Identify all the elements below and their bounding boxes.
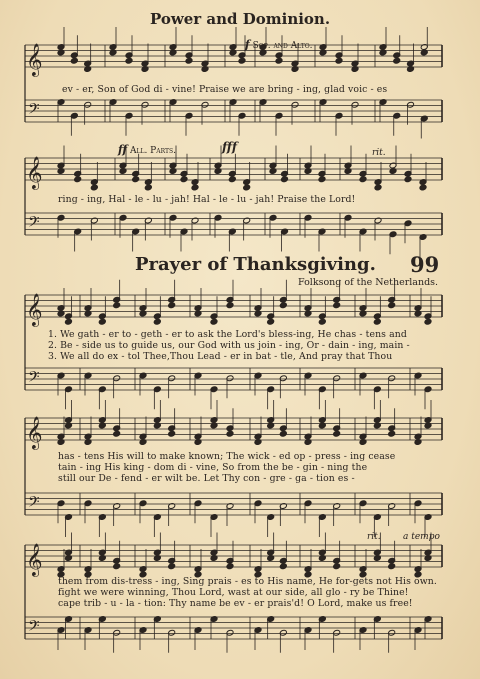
note-head [201,66,209,73]
note-head [318,176,326,183]
note-head [168,302,176,309]
treble-clef-icon: 𝄞 [26,543,43,576]
all-parts-label: All. Parts. [129,146,176,156]
lyric-line-power-1: ev - er, Son of God di - vine! Praise we are bring - ing, glad voic - es [62,84,388,95]
bass-clef-icon: 𝄢 [28,368,40,390]
note-head [90,184,98,191]
note-head [275,57,283,64]
note-head [333,430,341,437]
note-head [98,422,106,429]
note-head [359,176,367,183]
note-head [153,422,161,429]
note-head [335,57,343,64]
note-head [153,318,161,325]
note-head [419,184,427,191]
note-head [65,555,73,562]
note-head [180,176,188,183]
note-head [359,439,367,446]
note-head [185,57,193,64]
verse-line-3-3: cape trib - u - la - tion: Thy name be ev - er prais'd! O Lord, make us free! [58,598,413,609]
note-head [279,302,287,309]
rit-mark-bottom: rit. [367,532,381,542]
note-head [304,439,312,446]
note-head [98,555,106,562]
note-head [125,57,133,64]
verse-line-3-2: fight we were winning, Thou Lord, wast at our side, all glo - ry be Thine! [58,587,409,598]
note-head [374,184,382,191]
note-head [84,439,92,446]
note-head [57,310,65,317]
note-head [132,176,140,183]
note-head [169,49,177,56]
note-head [254,310,262,317]
bass-clef-icon: 𝄢 [28,617,40,639]
dynamic-all-parts [118,143,176,156]
verse-line-2-2: tain - ing His king - dom di - vine, So from the be - gin - ning the [58,462,368,473]
note-head [98,318,106,325]
note-head [84,66,92,73]
note-head [279,430,287,437]
treble-clef-icon: 𝄞 [26,416,43,449]
note-head [243,184,251,191]
note-head [424,422,432,429]
note-head [420,49,428,56]
note-head [279,563,287,570]
verse-line-2-1: has - tens His will to make known; The wick - ed op - press - ing cease [58,451,396,462]
bass-clef-icon: 𝄢 [28,100,40,122]
note-head [226,430,234,437]
note-head [304,310,312,317]
bass-clef-icon: 𝄢 [28,213,40,235]
note-head [194,439,202,446]
note-head [168,563,176,570]
note-head [388,302,396,309]
hymn-number: 99 [410,252,440,277]
note-head [113,302,121,309]
note-head [318,555,326,562]
note-head [393,57,401,64]
note-head [226,563,234,570]
note-head [57,168,65,175]
verse-line-1-3: 3. We all do ex - tol Thee,Thou Lead - er in bat - tle, And pray that Thou [48,351,393,362]
verse-line-1-1: 1. We gath - er to - geth - er to ask the Lord's bless-ing, He chas - tens and [48,329,407,340]
note-head [228,176,236,183]
note-head [214,168,222,175]
sop-alto-label: Sop. and Alto. [252,41,313,51]
note-head [119,168,127,175]
note-head [351,66,359,73]
note-head [373,318,381,325]
note-head [65,422,73,429]
note-head [57,439,65,446]
note-head [373,555,381,562]
note-head [389,168,397,175]
note-head [407,66,415,73]
treble-clef-icon: 𝄞 [26,43,43,76]
note-head [424,318,432,325]
note-head [139,439,147,446]
note-head [141,66,149,73]
note-head [267,422,275,429]
note-head [333,563,341,570]
note-head [344,168,352,175]
note-head [388,430,396,437]
note-head [373,422,381,429]
bass-clef-icon: 𝄢 [28,493,40,515]
note-head [70,57,78,64]
note-head [139,310,147,317]
note-head [84,310,92,317]
note-head [318,422,326,429]
note-head [424,555,432,562]
dynamic-f-mark: f [245,38,250,51]
note-head [169,168,177,175]
verse-line-1-2: 2. Be - side us to guide us, our God with us join - ing, Or - dain - ing, main - [48,340,410,351]
note-head [210,422,218,429]
note-head [226,302,234,309]
note-head [281,176,289,183]
note-head [194,310,202,317]
note-head [269,168,277,175]
note-head [57,49,65,56]
note-head [113,430,121,437]
lyric-line-power-2: ring - ing, Hal - le - lu - jah! Hal - le - lu - jah! Praise the Lord! [58,194,356,205]
note-head [210,318,218,325]
note-head [109,49,117,56]
note-head [65,318,73,325]
note-head [229,49,237,56]
note-head [153,555,161,562]
note-head [191,184,199,191]
hymn-source: Folksong of the Netherlands. [298,277,439,288]
treble-clef-icon: 𝄞 [26,293,43,326]
note-head [144,184,152,191]
note-head [333,302,341,309]
note-head [414,310,422,317]
hymn-title-prayer-of-thanksgiving: Prayer of Thanksgiving. [135,254,376,275]
treble-clef-icon: 𝄞 [26,156,43,189]
rit-mark-top: rit. [372,148,386,158]
note-head [238,57,246,64]
verse-line-2-3: still our De - fend - er wilt be. Let Thy con - gre - ga - tion es - [58,473,355,484]
verse-line-3-1: them from dis-tress - ing, Sing prais - es to His name, He for-gets not His own. [58,576,437,587]
dynamic-ff-mark: ff [118,143,128,156]
note-head [267,555,275,562]
note-head [267,318,275,325]
note-head [113,563,121,570]
note-head [254,439,262,446]
note-head [359,310,367,317]
note-head [304,168,312,175]
note-head [319,49,327,56]
note-head [388,563,396,570]
hymn-title-power-and-dominion: Power and Dominion. [149,10,331,28]
a-tempo-mark: a tempo [403,532,440,542]
dynamic-fff-mark: fff [222,140,238,154]
note-head [414,439,422,446]
note-head [379,49,387,56]
note-head [318,318,326,325]
note-head [74,176,82,183]
note-head [210,555,218,562]
dynamic-sop-alto [245,38,312,51]
note-head [168,430,176,437]
note-head [291,66,299,73]
note-head [404,176,412,183]
